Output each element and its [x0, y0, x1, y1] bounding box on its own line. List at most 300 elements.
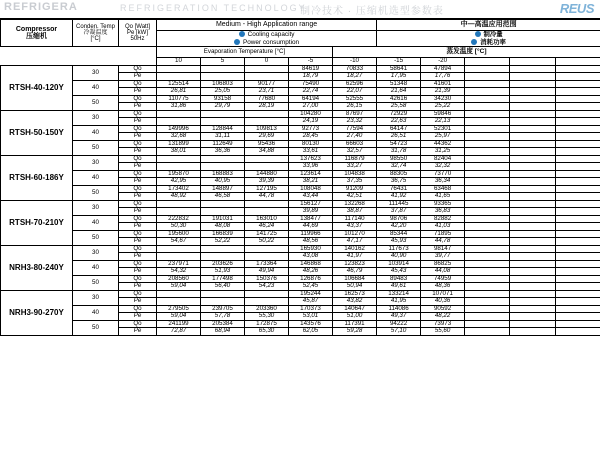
empty-cell [465, 88, 510, 96]
pe-value: 48,26 [289, 268, 333, 276]
empty-cell [556, 260, 600, 268]
qo-label: Qo [119, 125, 157, 133]
pe-value: 29,79 [201, 103, 245, 111]
temp-col-4: -10 [333, 58, 377, 66]
condensing-temp: 30 [73, 155, 119, 170]
qo-value: 163010 [245, 215, 289, 223]
pe-value: 17,95 [377, 73, 421, 81]
qo-value: 203360 [245, 305, 289, 313]
empty-cell [556, 65, 600, 73]
qo-value [157, 290, 201, 298]
qo-value: 80130 [289, 140, 333, 148]
qo-value: 75490 [289, 80, 333, 88]
pe-value: 46,79 [333, 268, 377, 276]
pe-value: 37,87 [377, 208, 421, 216]
qo-value [157, 200, 201, 208]
compressor-model: RTSH-70-210Y [1, 200, 73, 245]
pe-value [157, 208, 201, 216]
empty-cell [556, 155, 600, 163]
pe-value: 37,35 [333, 178, 377, 186]
empty-cell [465, 313, 510, 321]
qo-value: 208560 [157, 275, 201, 283]
empty-cell [556, 253, 600, 261]
empty-cell [556, 230, 600, 238]
empty-cell [465, 110, 510, 118]
qo-value: 195870 [157, 170, 201, 178]
condensing-temp: 50 [73, 230, 119, 245]
condensing-temp: 40 [73, 260, 119, 275]
empty-cell [465, 320, 510, 328]
pe-value: 41,97 [333, 253, 377, 261]
pe-value [201, 298, 245, 306]
pe-value: 72,87 [157, 328, 201, 336]
condenser-temp-header-cell [73, 20, 119, 47]
qo-value: 117140 [333, 215, 377, 223]
pe-label: Pe [119, 313, 157, 321]
pe-value: 38,87 [333, 208, 377, 216]
pe-value: 44,69 [289, 223, 333, 231]
pe-value: 38,01 [157, 148, 201, 156]
empty-cell [510, 260, 556, 268]
qo-value: 109813 [245, 125, 289, 133]
empty-cell [465, 230, 510, 238]
empty-cell [510, 313, 556, 321]
pe-value: 26,15 [333, 103, 377, 111]
qo-value: 150376 [245, 275, 289, 283]
qo-value: 205384 [201, 320, 245, 328]
condensing-temp: 50 [73, 140, 119, 155]
empty-cell [556, 290, 600, 298]
pe-value: 42,95 [157, 178, 201, 186]
qo-value [245, 290, 289, 298]
empty-cell [556, 118, 600, 126]
compressor-model: RTSH-40-120Y [1, 65, 73, 110]
pe-value: 52,45 [289, 283, 333, 291]
qo-label: Qo [119, 155, 157, 163]
qo-value: 104838 [333, 170, 377, 178]
pe-value: 25,05 [201, 88, 245, 96]
empty-cell [465, 155, 510, 163]
pe-value [157, 163, 201, 171]
pe-value: 32,57 [333, 148, 377, 156]
capacity-table [0, 19, 600, 336]
pe-value: 36,36 [201, 148, 245, 156]
watermark-left-subtitle: REFRIGERATION TECHNOLOGY [120, 3, 307, 13]
temp-col-0: 10 [157, 58, 201, 66]
qo-value: 88305 [377, 170, 421, 178]
pe-value: 55,30 [245, 313, 289, 321]
qo-value: 191031 [201, 215, 245, 223]
qo-value: 63468 [421, 185, 465, 193]
empty-cell [556, 238, 600, 246]
compressor-model: NRH3-80-240Y [1, 245, 73, 290]
qo-value: 62596 [333, 80, 377, 88]
pe-value: 41,95 [377, 298, 421, 306]
empty-cell [465, 298, 510, 306]
qo-value: 91209 [333, 185, 377, 193]
qo-value [201, 245, 245, 253]
qo-value: 42616 [377, 95, 421, 103]
pe-value: 40,95 [201, 178, 245, 186]
pe-value: 21,39 [421, 88, 465, 96]
empty-cell [465, 260, 510, 268]
qo-value: 74959 [421, 275, 465, 283]
pe-value: 29,69 [245, 133, 289, 141]
qo-value [157, 245, 201, 253]
pe-value: 57,10 [377, 328, 421, 336]
qo-value [201, 200, 245, 208]
empty-cell [556, 140, 600, 148]
legend-power-cn-label: 消耗功率 [480, 38, 506, 46]
pe-value: 22,13 [421, 118, 465, 126]
qo-value [157, 155, 201, 163]
pe-value: 31,25 [421, 148, 465, 156]
empty-cell [510, 178, 556, 186]
table-row [1, 80, 600, 88]
qo-value: 143576 [289, 320, 333, 328]
qo-value: 195600 [157, 230, 201, 238]
pe-label: Pe [119, 328, 157, 336]
qo-value: 34230 [421, 95, 465, 103]
empty-cell [510, 185, 556, 193]
empty-cell [465, 290, 510, 298]
pe-value: 48,92 [157, 193, 201, 201]
empty-cell [556, 283, 600, 291]
pe-value: 33,61 [289, 148, 333, 156]
condensing-temp: 50 [73, 320, 119, 335]
condensing-temp: 30 [73, 245, 119, 260]
pe-value: 22,63 [377, 118, 421, 126]
qo-value [157, 110, 201, 118]
empty-cell [556, 73, 600, 81]
qo-value: 165930 [289, 245, 333, 253]
pe-label: Pe [119, 73, 157, 81]
pe-value [201, 163, 245, 171]
table-row [1, 170, 600, 178]
pe-value: 36,34 [421, 178, 465, 186]
condensing-temp: 30 [73, 65, 119, 80]
empty-cell [465, 223, 510, 231]
pe-value [157, 73, 201, 81]
pe-value: 25,22 [421, 103, 465, 111]
pe-value: 44,08 [421, 268, 465, 276]
qo-value [245, 245, 289, 253]
cond-temp-unit: [°C] [90, 36, 101, 43]
pe-value: 51,93 [201, 268, 245, 276]
pe-value: 48,22 [421, 313, 465, 321]
legend-power-label: Power consumption [242, 38, 300, 46]
empty-cell [510, 223, 556, 231]
qo-label: Qo [119, 320, 157, 328]
qo-value: 131899 [157, 140, 201, 148]
empty-cell [465, 253, 510, 261]
pe-value: 24,19 [289, 118, 333, 126]
empty-cell [510, 305, 556, 313]
qo-value: 239705 [201, 305, 245, 313]
pe-value: 50,30 [157, 223, 201, 231]
empty-cell [465, 305, 510, 313]
legend-cooling-label: Cooling capacity [247, 31, 295, 38]
legend-power-consumption [157, 39, 376, 47]
pe-value: 65,30 [245, 328, 289, 336]
pe-value: 59,28 [333, 328, 377, 336]
pe-value: 62,05 [289, 328, 333, 336]
pe-value: 27,40 [333, 133, 377, 141]
pe-value: 25,58 [377, 103, 421, 111]
empty-cell [465, 283, 510, 291]
empty-cell [556, 245, 600, 253]
pe-value: 43,44 [289, 193, 333, 201]
pe-value: 32,68 [157, 133, 201, 141]
table-row [1, 185, 600, 193]
brand-logo: REUS [559, 1, 594, 16]
application-range-row [1, 20, 600, 31]
bullet-icon [471, 39, 477, 45]
pe-value: 41,03 [421, 223, 465, 231]
empty-cell [465, 275, 510, 283]
qo-value: 138477 [289, 215, 333, 223]
table-row [1, 260, 600, 268]
qo-value: 144880 [245, 170, 289, 178]
bullet-icon [234, 39, 240, 45]
table-row [1, 110, 600, 118]
qo-value: 71895 [421, 230, 465, 238]
temp-col-extra-2 [510, 58, 556, 66]
qo-value: 93158 [201, 95, 245, 103]
empty-cell [465, 170, 510, 178]
empty-cell [556, 170, 600, 178]
data-rows-body [1, 65, 600, 335]
pe-value: 43,08 [289, 253, 333, 261]
empty-cell [465, 133, 510, 141]
empty-cell [510, 193, 556, 201]
pe-label: Pe [119, 283, 157, 291]
empty-cell [465, 73, 510, 81]
pe-value [245, 298, 289, 306]
qo-value: 47894 [421, 65, 465, 73]
pe-value: 55,60 [421, 328, 465, 336]
qo-label: Qo [119, 65, 157, 73]
qo-label: Qo [119, 230, 157, 238]
qo-value: 86825 [421, 260, 465, 268]
watermark-header [0, 0, 600, 19]
qo-value: 195244 [289, 290, 333, 298]
pe-value: 49,61 [377, 283, 421, 291]
application-range-en: Medium - High Application range [157, 20, 377, 31]
qo-label: Qo [119, 80, 157, 88]
qo-value: 173364 [245, 260, 289, 268]
table-row [1, 215, 600, 223]
watermark-center: 制冷技术 · 压缩机选型参数表 [300, 6, 444, 17]
qo-label: Qo [119, 185, 157, 193]
qo-value: 66603 [333, 140, 377, 148]
pe-label: Pe [119, 133, 157, 141]
qo-label: Qo [119, 215, 157, 223]
qo-value: 94222 [377, 320, 421, 328]
qo-value: 85344 [377, 230, 421, 238]
empty-cell [510, 298, 556, 306]
qo-value: 82404 [421, 155, 465, 163]
pe-label: Pe [119, 103, 157, 111]
qo-value [201, 65, 245, 73]
qo-value: 52555 [333, 95, 377, 103]
pe-value [201, 253, 245, 261]
watermark-left: REFRIGERA [4, 1, 78, 13]
empty-cell [465, 65, 510, 73]
empty-cell [465, 178, 510, 186]
compressor-model: RTSH-50-150Y [1, 110, 73, 155]
empty-cell [556, 163, 600, 171]
pe-value: 42,20 [377, 223, 421, 231]
qo-unit-label: Qo [Watt] [124, 23, 151, 30]
qo-value: 108048 [289, 185, 333, 193]
pe-value: 46,58 [201, 193, 245, 201]
evaporation-title-row [1, 47, 600, 58]
pe-value: 32,74 [377, 163, 421, 171]
empty-cell [510, 215, 556, 223]
empty-cell [465, 163, 510, 171]
empty-cell [510, 268, 556, 276]
pe-value: 23,71 [245, 88, 289, 96]
qo-value: 95436 [245, 140, 289, 148]
qo-value: 84619 [289, 65, 333, 73]
qo-value: 149996 [157, 125, 201, 133]
qo-value: 73973 [421, 320, 465, 328]
qo-label: Qo [119, 170, 157, 178]
qo-label: Qo [119, 140, 157, 148]
empty-cell [556, 133, 600, 141]
cond-temp-cn: 冷凝温度 [83, 30, 108, 37]
pe-label: Pe [119, 298, 157, 306]
empty-cell [510, 238, 556, 246]
pe-value: 34,88 [245, 148, 289, 156]
table-row [1, 95, 600, 103]
pe-value [245, 208, 289, 216]
pe-value [201, 73, 245, 81]
qo-label: Qo [119, 110, 157, 118]
pe-label: Pe [119, 148, 157, 156]
condensing-temp: 40 [73, 215, 119, 230]
empty-cell [465, 193, 510, 201]
pe-value: 46,24 [245, 223, 289, 231]
pe-label: Pe [119, 163, 157, 171]
pe-value: 49,37 [377, 313, 421, 321]
qo-value: 237971 [157, 260, 201, 268]
pe-value: 48,36 [421, 283, 465, 291]
pe-value: 28,45 [289, 133, 333, 141]
pe-label: Pe [119, 208, 157, 216]
temp-col-2: 0 [245, 58, 289, 66]
pe-value: 53,01 [289, 313, 333, 321]
compressor-model: RTSH-60-186Y [1, 155, 73, 200]
table-row [1, 305, 600, 313]
pe-value [157, 253, 201, 261]
qo-value: 98147 [421, 245, 465, 253]
empty-cell [510, 88, 556, 96]
qo-value: 146868 [289, 260, 333, 268]
qo-value: 279505 [157, 305, 201, 313]
table-row [1, 230, 600, 238]
pe-value: 68,94 [201, 328, 245, 336]
bullet-icon [239, 31, 245, 37]
temp-col-5: -15 [377, 58, 421, 66]
pe-value [157, 118, 201, 126]
pe-value: 45,43 [377, 268, 421, 276]
qo-value: 119966 [289, 230, 333, 238]
empty-cell [465, 328, 510, 336]
table-row [1, 155, 600, 163]
legend-cooling-cn-label: 制冷量 [483, 31, 503, 38]
qo-value [245, 200, 289, 208]
pe-value: 31,86 [157, 103, 201, 111]
qo-value: 90592 [421, 305, 465, 313]
empty-cell [510, 65, 556, 73]
qo-value: 41601 [421, 80, 465, 88]
empty-cell [556, 200, 600, 208]
empty-cell [556, 88, 600, 96]
empty-cell [465, 185, 510, 193]
qo-label: Qo [119, 200, 157, 208]
compressor-header-cell [1, 20, 73, 47]
table-row [1, 140, 600, 148]
pe-value: 57,78 [201, 313, 245, 321]
pe-value: 52,22 [201, 238, 245, 246]
empty-cell [510, 125, 556, 133]
pe-value: 59,04 [157, 283, 201, 291]
pe-value: 40,36 [421, 298, 465, 306]
qo-value: 87697 [333, 110, 377, 118]
empty-cell [510, 163, 556, 171]
qo-value: 89483 [377, 275, 421, 283]
legend-cooling-capacity [157, 31, 376, 39]
qo-label: Qo [119, 95, 157, 103]
empty-cell [510, 95, 556, 103]
empty-cell [556, 298, 600, 306]
qo-value: 51348 [377, 80, 421, 88]
pe-value: 38,21 [289, 178, 333, 186]
pe-value: 54,23 [245, 283, 289, 291]
empty-cell [465, 80, 510, 88]
empty-cell [465, 95, 510, 103]
evap-title-en: Evaporation Temperature [°C] [157, 47, 333, 58]
pe-label: Pe [119, 118, 157, 126]
pe-value [245, 73, 289, 81]
pe-value: 33,27 [333, 163, 377, 171]
qo-value: 107071 [421, 290, 465, 298]
table-row [1, 320, 600, 328]
empty-cell [556, 110, 600, 118]
temp-col-extra-3 [556, 58, 600, 66]
empty-cell [510, 275, 556, 283]
pe-value: 31,78 [377, 148, 421, 156]
empty-cell [465, 238, 510, 246]
qo-value: 203626 [201, 260, 245, 268]
pe-value: 45,93 [377, 238, 421, 246]
compressor-model: NRH3-90-270Y [1, 290, 73, 335]
pe-value: 47,17 [333, 238, 377, 246]
empty-cell [510, 253, 556, 261]
qo-value: 222832 [157, 215, 201, 223]
qo-value: 93365 [421, 200, 465, 208]
empty-cell [556, 148, 600, 156]
qo-value: 172875 [245, 320, 289, 328]
qo-value: 133214 [377, 290, 421, 298]
condensing-temp: 30 [73, 200, 119, 215]
empty-cell [556, 268, 600, 276]
empty-cell [465, 268, 510, 276]
qo-value: 117673 [377, 245, 421, 253]
empty-cell [510, 133, 556, 141]
